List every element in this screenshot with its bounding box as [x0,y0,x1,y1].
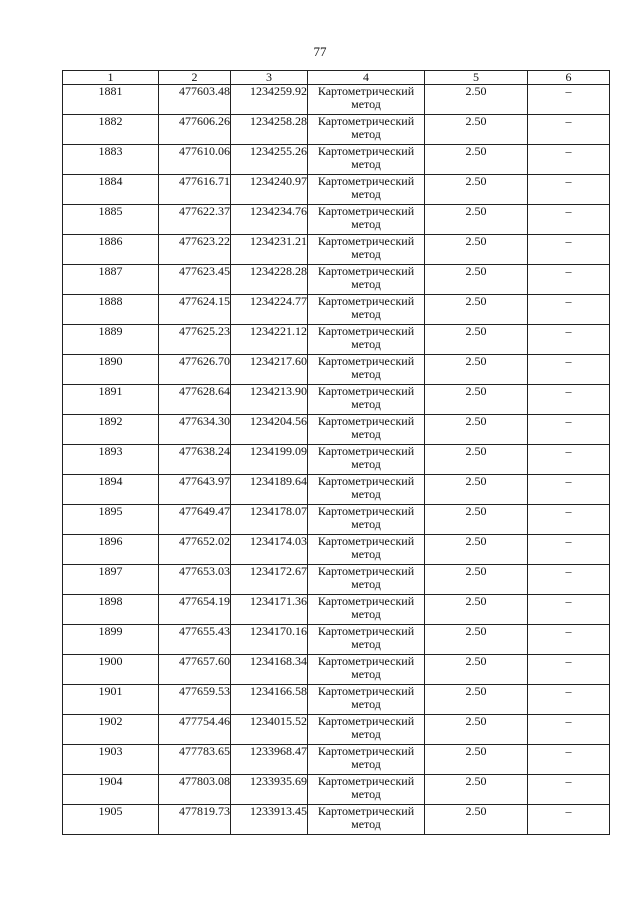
table-row [63,505,610,535]
x-coordinate: 477659.53 [159,685,231,715]
column-header-6: 6 [528,71,610,85]
accuracy-value: 2.50 [425,235,528,265]
point-number: 1903 [63,745,159,775]
y-coordinate: 1234255.26 [231,145,308,175]
table-row [63,295,610,325]
method-cell [308,115,425,145]
y-coordinate: 1233935.69 [231,775,308,805]
accuracy-value: 2.50 [425,625,528,655]
method-line-1: Картометрический [317,504,415,518]
table-row [63,805,610,835]
x-coordinate: 477655.43 [159,625,231,655]
description-cell: – [528,595,610,625]
method-cell [308,565,425,595]
method-cell [308,385,425,415]
header-row [63,71,610,85]
table-row [63,415,610,445]
method-line-2: метод [351,247,381,261]
method-cell [308,655,425,685]
x-coordinate: 477634.30 [159,415,231,445]
method-line-2: метод [351,367,381,381]
point-number: 1905 [63,805,159,835]
accuracy-value: 2.50 [425,295,528,325]
point-number: 1889 [63,325,159,355]
method-cell [308,85,425,115]
y-coordinate: 1234231.21 [231,235,308,265]
table-row [63,655,610,685]
method-line-2: метод [351,277,381,291]
accuracy-value: 2.50 [425,115,528,145]
method-line-1: Картометрический [317,774,415,788]
table-row [63,115,610,145]
accuracy-value: 2.50 [425,685,528,715]
method-line-1: Картометрический [317,264,415,278]
method-line-2: метод [351,817,381,831]
method-line-2: метод [351,547,381,561]
description-cell: – [528,565,610,595]
table-row [63,565,610,595]
x-coordinate: 477803.08 [159,775,231,805]
point-number: 1892 [63,415,159,445]
point-number: 1894 [63,475,159,505]
point-number: 1897 [63,565,159,595]
table-row [63,85,610,115]
method-cell [308,595,425,625]
method-line-1: Картометрический [317,684,415,698]
method-line-1: Картометрический [317,384,415,398]
accuracy-value: 2.50 [425,715,528,745]
method-line-1: Картометрический [317,474,415,488]
method-cell [308,685,425,715]
method-line-1: Картометрический [317,714,415,728]
description-cell: – [528,115,610,145]
accuracy-value: 2.50 [425,145,528,175]
method-cell [308,145,425,175]
method-cell [308,535,425,565]
method-cell [308,475,425,505]
y-coordinate: 1233968.47 [231,745,308,775]
description-cell: – [528,175,610,205]
table-row [63,325,610,355]
method-line-2: метод [351,127,381,141]
method-line-1: Картометрический [317,354,415,368]
coordinates-table [62,70,610,835]
y-coordinate: 1234015.52 [231,715,308,745]
method-line-2: метод [351,667,381,681]
description-cell: – [528,295,610,325]
description-cell: – [528,685,610,715]
description-cell: – [528,775,610,805]
x-coordinate: 477622.37 [159,205,231,235]
y-coordinate: 1234170.16 [231,625,308,655]
accuracy-value: 2.50 [425,595,528,625]
description-cell: – [528,505,610,535]
point-number: 1886 [63,235,159,265]
method-line-1: Картометрический [317,594,415,608]
point-number: 1900 [63,655,159,685]
description-cell: – [528,415,610,445]
y-coordinate: 1234189.64 [231,475,308,505]
y-coordinate: 1234228.28 [231,265,308,295]
description-cell: – [528,325,610,355]
y-coordinate: 1234221.12 [231,325,308,355]
table-row [63,595,610,625]
method-line-1: Картометрический [317,564,415,578]
point-number: 1891 [63,385,159,415]
table-row [63,775,610,805]
method-cell [308,235,425,265]
x-coordinate: 477819.73 [159,805,231,835]
x-coordinate: 477643.97 [159,475,231,505]
point-number: 1882 [63,115,159,145]
y-coordinate: 1234213.90 [231,385,308,415]
method-line-2: метод [351,607,381,621]
method-line-1: Картометрический [317,744,415,758]
x-coordinate: 477628.64 [159,385,231,415]
accuracy-value: 2.50 [425,265,528,295]
method-line-1: Картометрический [317,324,415,338]
column-header-2: 2 [159,71,231,85]
method-line-2: метод [351,397,381,411]
accuracy-value: 2.50 [425,325,528,355]
x-coordinate: 477624.15 [159,295,231,325]
y-coordinate: 1234172.67 [231,565,308,595]
point-number: 1888 [63,295,159,325]
point-number: 1902 [63,715,159,745]
table-row [63,685,610,715]
method-line-2: метод [351,217,381,231]
y-coordinate: 1234217.60 [231,355,308,385]
description-cell: – [528,535,610,565]
method-cell [308,805,425,835]
y-coordinate: 1234224.77 [231,295,308,325]
description-cell: – [528,475,610,505]
method-line-1: Картометрический [317,804,415,818]
method-cell [308,505,425,535]
column-header-4: 4 [308,71,425,85]
table-row [63,745,610,775]
method-line-2: метод [351,487,381,501]
point-number: 1896 [63,535,159,565]
table-body [63,85,610,835]
method-cell [308,355,425,385]
x-coordinate: 477754.46 [159,715,231,745]
accuracy-value: 2.50 [425,655,528,685]
description-cell: – [528,235,610,265]
method-line-1: Картометрический [317,624,415,638]
method-line-2: метод [351,577,381,591]
table-row [63,205,610,235]
description-cell: – [528,85,610,115]
accuracy-value: 2.50 [425,385,528,415]
point-number: 1895 [63,505,159,535]
page-number: 77 [313,44,327,59]
method-line-2: метод [351,157,381,171]
method-line-2: метод [351,97,381,111]
column-header-1: 1 [63,71,159,85]
x-coordinate: 477654.19 [159,595,231,625]
table-row [63,475,610,505]
table-row [63,145,610,175]
method-cell [308,625,425,655]
method-line-1: Картометрический [317,84,415,98]
accuracy-value: 2.50 [425,175,528,205]
y-coordinate: 1234168.34 [231,655,308,685]
column-header-3: 3 [231,71,308,85]
method-line-2: метод [351,637,381,651]
table-row [63,175,610,205]
description-cell: – [528,445,610,475]
method-line-2: метод [351,727,381,741]
accuracy-value: 2.50 [425,805,528,835]
x-coordinate: 477623.22 [159,235,231,265]
x-coordinate: 477603.48 [159,85,231,115]
description-cell: – [528,265,610,295]
method-line-1: Картометрический [317,144,415,158]
method-line-1: Картометрический [317,654,415,668]
y-coordinate: 1234199.09 [231,445,308,475]
y-coordinate: 1234204.56 [231,415,308,445]
x-coordinate: 477649.47 [159,505,231,535]
point-number: 1885 [63,205,159,235]
method-cell [308,745,425,775]
method-line-1: Картометрический [317,234,415,248]
method-line-2: метод [351,307,381,321]
method-line-2: метод [351,427,381,441]
description-cell: – [528,385,610,415]
point-number: 1898 [63,595,159,625]
x-coordinate: 477625.23 [159,325,231,355]
point-number: 1890 [63,355,159,385]
description-cell: – [528,805,610,835]
method-line-2: метод [351,187,381,201]
x-coordinate: 477623.45 [159,265,231,295]
method-cell [308,175,425,205]
method-cell [308,325,425,355]
y-coordinate: 1234234.76 [231,205,308,235]
method-line-1: Картометрический [317,414,415,428]
y-coordinate: 1234240.97 [231,175,308,205]
x-coordinate: 477610.06 [159,145,231,175]
method-cell [308,445,425,475]
description-cell: – [528,625,610,655]
x-coordinate: 477616.71 [159,175,231,205]
method-cell [308,205,425,235]
accuracy-value: 2.50 [425,565,528,595]
method-line-1: Картометрический [317,444,415,458]
table-header [63,71,610,85]
x-coordinate: 477657.60 [159,655,231,685]
description-cell: – [528,745,610,775]
accuracy-value: 2.50 [425,775,528,805]
y-coordinate: 1234174.03 [231,535,308,565]
table-row [63,265,610,295]
method-cell [308,775,425,805]
y-coordinate: 1234171.36 [231,595,308,625]
point-number: 1883 [63,145,159,175]
description-cell: – [528,355,610,385]
accuracy-value: 2.50 [425,505,528,535]
method-line-1: Картометрический [317,534,415,548]
x-coordinate: 477638.24 [159,445,231,475]
point-number: 1887 [63,265,159,295]
y-coordinate: 1234178.07 [231,505,308,535]
table-row [63,355,610,385]
x-coordinate: 477653.03 [159,565,231,595]
accuracy-value: 2.50 [425,745,528,775]
method-cell [308,265,425,295]
accuracy-value: 2.50 [425,205,528,235]
accuracy-value: 2.50 [425,85,528,115]
table-row [63,385,610,415]
x-coordinate: 477652.02 [159,535,231,565]
description-cell: – [528,715,610,745]
x-coordinate: 477626.70 [159,355,231,385]
table-row [63,625,610,655]
accuracy-value: 2.50 [425,415,528,445]
method-cell [308,295,425,325]
accuracy-value: 2.50 [425,535,528,565]
method-line-2: метод [351,517,381,531]
description-cell: – [528,145,610,175]
point-number: 1884 [63,175,159,205]
y-coordinate: 1234166.58 [231,685,308,715]
method-line-1: Картометрический [317,294,415,308]
point-number: 1901 [63,685,159,715]
accuracy-value: 2.50 [425,445,528,475]
accuracy-value: 2.50 [425,355,528,385]
description-cell: – [528,655,610,685]
table-row [63,715,610,745]
y-coordinate: 1234258.28 [231,115,308,145]
x-coordinate: 477783.65 [159,745,231,775]
method-cell [308,715,425,745]
y-coordinate: 1233913.45 [231,805,308,835]
table-row [63,445,610,475]
method-line-1: Картометрический [317,174,415,188]
method-line-1: Картометрический [317,114,415,128]
point-number: 1881 [63,85,159,115]
method-line-2: метод [351,757,381,771]
method-line-1: Картометрический [317,204,415,218]
point-number: 1899 [63,625,159,655]
method-line-2: метод [351,337,381,351]
method-line-2: метод [351,457,381,471]
point-number: 1893 [63,445,159,475]
accuracy-value: 2.50 [425,475,528,505]
x-coordinate: 477606.26 [159,115,231,145]
method-line-2: метод [351,787,381,801]
table-row [63,235,610,265]
method-line-2: метод [351,697,381,711]
description-cell: – [528,205,610,235]
table-row [63,535,610,565]
point-number: 1904 [63,775,159,805]
method-cell [308,415,425,445]
y-coordinate: 1234259.92 [231,85,308,115]
column-header-5: 5 [425,71,528,85]
